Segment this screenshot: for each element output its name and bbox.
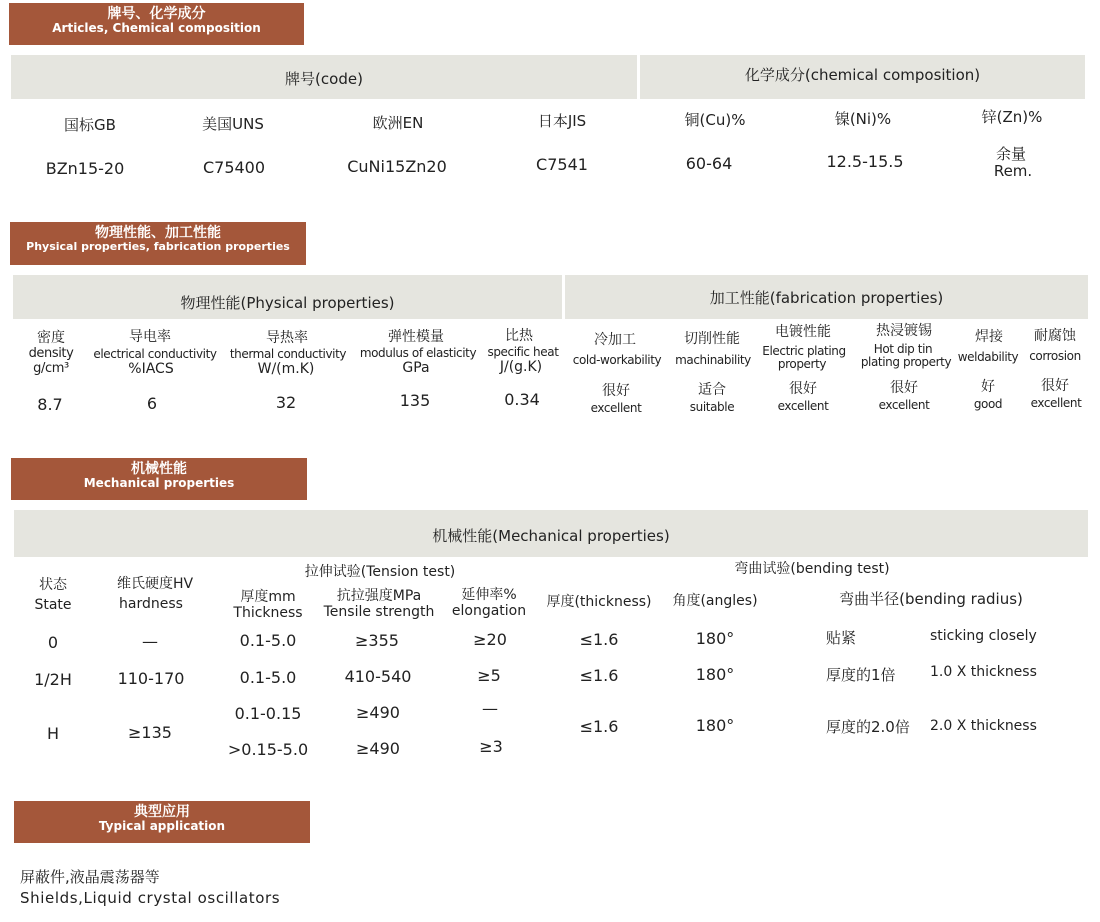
label-unit: J/(g.K)	[499, 359, 543, 375]
cell-thickness: 0.1-5.0	[239, 668, 297, 687]
value-zh: 很好	[1041, 378, 1069, 394]
col-uns: 美国UNS	[202, 115, 264, 133]
application-zh: 屏蔽件,液晶震荡器等	[20, 868, 160, 886]
section-banner-mechanical	[11, 458, 307, 500]
cell-state: 0	[47, 633, 59, 652]
cell-tensile-1: ≥490	[356, 703, 400, 722]
label-en2: property	[777, 357, 827, 371]
section-title-zh: 机械性能	[131, 461, 187, 477]
label-zh: 导电率	[129, 329, 171, 345]
cell-tensile: 410-540	[344, 667, 412, 686]
section-title-en: Articles, Chemical composition	[52, 21, 261, 36]
value-zh: 很好	[890, 380, 918, 396]
col-cu: 铜(Cu)%	[684, 111, 746, 129]
cell-elong: ≥5	[477, 666, 501, 685]
value-zh: 很好	[602, 383, 630, 399]
label-en: machinability	[675, 353, 751, 367]
value-zh: 适合	[698, 382, 726, 398]
value: 135	[399, 391, 431, 410]
cell-elong-1: —	[482, 699, 498, 718]
cell-angle: 180°	[695, 716, 735, 735]
section-banner-articles	[9, 3, 304, 45]
cell-tensile: ≥355	[355, 631, 399, 650]
col-gb: 国标GB	[64, 116, 116, 134]
col-zn: 锌(Zn)%	[981, 108, 1043, 126]
cell-ni: 12.5-15.5	[826, 152, 904, 171]
label-zh: 热浸镀锡	[876, 323, 932, 339]
section-title-zh: 牌号、化学成分	[107, 6, 206, 22]
label-en: Hot dip tin	[873, 342, 933, 356]
col-state-zh: 状态	[39, 577, 67, 593]
label-zh: 密度	[37, 330, 65, 346]
cell-thickness-1: 0.1-0.15	[234, 704, 302, 723]
cell-radius-en: sticking closely	[930, 628, 1037, 644]
label-zh: 焊接	[975, 329, 1003, 345]
cell-radius-zh: 厚度的2.0倍	[826, 718, 910, 736]
value-en: excellent	[777, 399, 829, 413]
cell-en: CuNi15Zn20	[347, 157, 447, 176]
label-unit: %IACS	[128, 361, 174, 377]
cell-bend-thickness: ≤1.6	[579, 666, 619, 685]
label-zh: 电镀性能	[775, 324, 831, 340]
code-header: 牌号(code)	[285, 70, 363, 88]
cell-zn-zh: 余量	[995, 145, 1027, 163]
label-en: corrosion	[1029, 349, 1081, 363]
cell-cu: 60-64	[685, 154, 733, 173]
section-title-zh: 典型应用	[134, 804, 190, 820]
label-en: thermal conductivity	[229, 347, 347, 361]
col-jis: 日本JIS	[537, 112, 587, 130]
label-en: modulus of elasticity	[359, 346, 477, 360]
cell-state: H	[46, 724, 60, 743]
label-en: Electric plating	[762, 344, 846, 358]
application-en: Shields,Liquid crystal oscillators	[20, 889, 281, 907]
col-thickness-en: Thickness	[233, 605, 303, 621]
cell-radius-en: 2.0 X thickness	[930, 718, 1037, 734]
section-title-en: Typical application	[98, 819, 226, 834]
section-banner-application	[14, 801, 310, 843]
cell-radius-zh: 厚度的1倍	[826, 666, 896, 684]
col-elong-zh: 延伸率%	[461, 587, 517, 603]
cell-hv: —	[142, 632, 158, 651]
label-en: weldability	[957, 350, 1019, 364]
value-en: excellent	[590, 401, 642, 415]
value-en: suitable	[689, 400, 735, 414]
col-hv-en: hardness	[119, 596, 183, 612]
cell-zn-en: Rem.	[993, 162, 1033, 180]
cell-radius-en: 1.0 X thickness	[930, 664, 1037, 680]
value-en: excellent	[878, 398, 930, 412]
label-zh: 导热率	[266, 330, 308, 346]
col-angles: 角度(angles)	[672, 593, 758, 609]
chem-header: 化学成分(chemical composition)	[744, 66, 981, 84]
cell-thickness: 0.1-5.0	[239, 631, 297, 650]
value: 6	[146, 394, 158, 413]
cell-elong-2: ≥3	[479, 737, 503, 756]
label-zh: 弹性模量	[388, 329, 444, 345]
section-title-en: Mechanical properties	[83, 476, 235, 491]
col-radius: 弯曲半径(bending radius)	[839, 590, 1023, 608]
col-thickness-zh: 厚度mm	[240, 589, 296, 605]
label-en: specific heat	[487, 345, 559, 359]
col-en: 欧洲EN	[372, 114, 424, 132]
cell-angle: 180°	[695, 629, 735, 648]
cell-hv: ≥135	[128, 723, 172, 742]
bending-header: 弯曲试验(bending test)	[734, 561, 890, 577]
section-title-zh: 物理性能、加工性能	[95, 225, 221, 241]
label-en: density	[28, 346, 74, 361]
label-zh: 耐腐蚀	[1034, 328, 1076, 344]
label-en: electrical conductivity	[93, 347, 217, 361]
phys-header: 物理性能(Physical properties)	[180, 294, 395, 312]
value: 32	[275, 393, 297, 412]
cell-hv: 110-170	[117, 669, 185, 688]
label-zh: 冷加工	[594, 332, 636, 348]
cell-angle: 180°	[695, 665, 735, 684]
col-tensile-zh: 抗拉强度MPa	[336, 588, 422, 604]
cell-tensile-2: ≥490	[356, 739, 400, 758]
mech-header: 机械性能(Mechanical properties)	[432, 527, 670, 545]
label-unit: g/cm³	[33, 361, 69, 376]
col-ni: 镍(Ni)%	[834, 110, 892, 128]
cell-bend-thickness: ≤1.6	[579, 717, 619, 736]
cell-radius-zh: 贴紧	[826, 629, 857, 647]
value-zh: 很好	[789, 381, 817, 397]
label-unit: W/(m.K)	[257, 361, 315, 377]
col-tensile-en: Tensile strength	[323, 604, 435, 620]
section-banner-physical	[10, 222, 306, 265]
label-zh: 切削性能	[684, 331, 740, 347]
label-zh: 比热	[505, 328, 533, 344]
col-state-en: State	[34, 597, 72, 613]
col-bend-thickness: 厚度(thickness)	[546, 594, 652, 610]
value-en: excellent	[1030, 396, 1082, 410]
cell-elong: ≥20	[473, 630, 507, 649]
label-en2: plating property	[860, 355, 952, 369]
label-unit: GPa	[402, 360, 430, 376]
label-en: cold-workability	[572, 353, 662, 367]
cell-jis: C7541	[536, 155, 588, 174]
tension-header: 拉伸试验(Tension test)	[304, 564, 456, 580]
cell-gb: BZn15-20	[45, 159, 125, 178]
cell-state: 1/2H	[34, 670, 72, 689]
cell-uns: C75400	[202, 158, 266, 177]
value: 8.7	[37, 395, 63, 414]
value-en: good	[973, 397, 1003, 411]
value-zh: 好	[981, 379, 995, 395]
value: 0.34	[504, 390, 540, 409]
cell-bend-thickness: ≤1.6	[579, 630, 619, 649]
fab-header: 加工性能(fabrication properties)	[709, 289, 944, 307]
section-title-en: Physical properties, fabrication properties	[26, 240, 290, 254]
col-hv-zh: 维氏硬度HV	[116, 576, 194, 592]
col-elong-en: elongation	[451, 603, 527, 619]
cell-thickness-2: >0.15-5.0	[227, 740, 309, 759]
